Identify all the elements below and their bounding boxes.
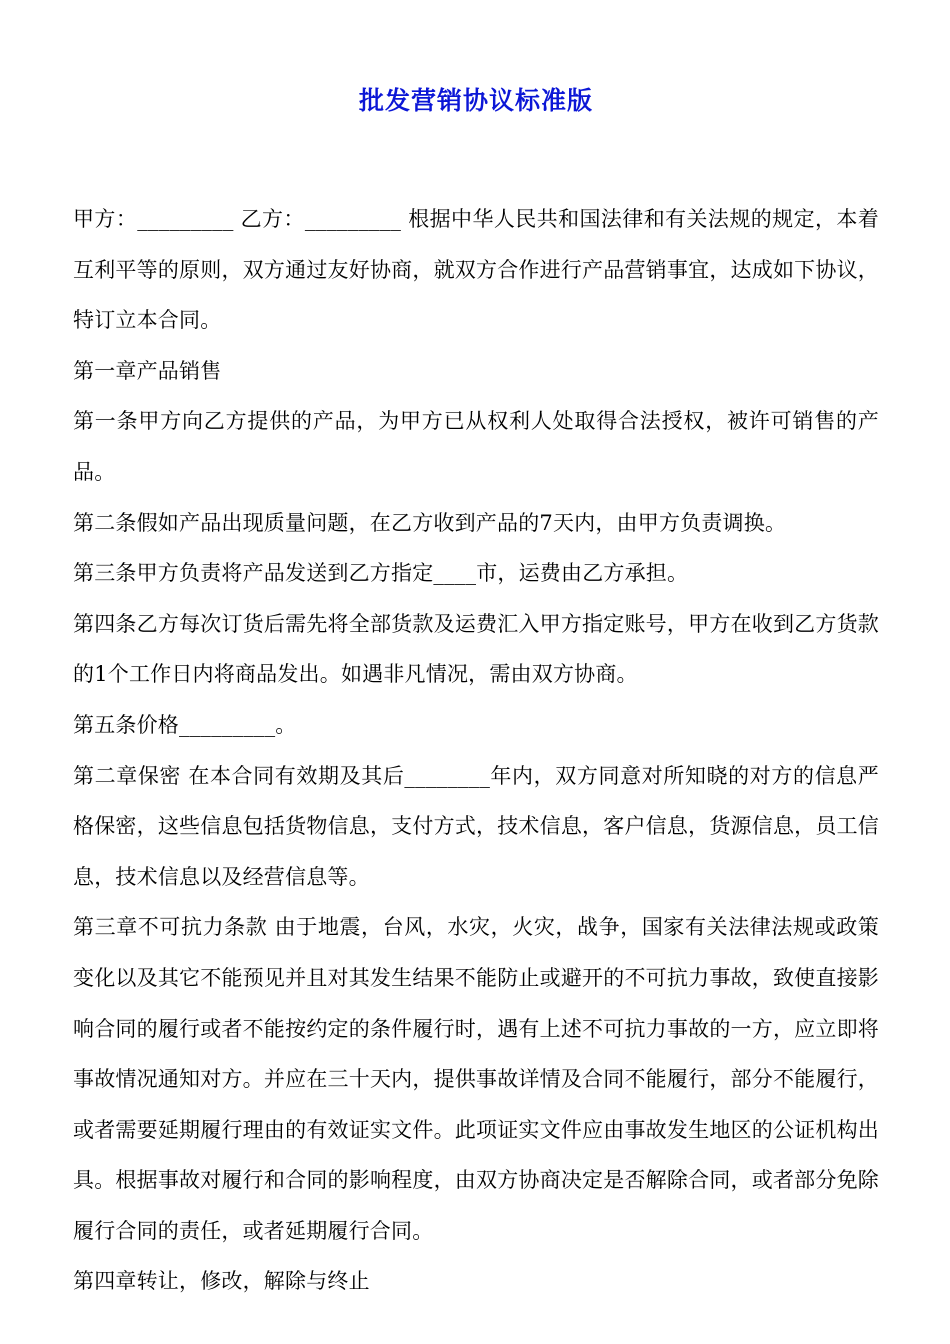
article-1-paragraph: 第一条甲方向乙方提供的产品，为甲方已从权利人处取得合法授权，被许可销售的产品。 [73, 409, 879, 484]
document-page [73, 84, 879, 1307]
chapter-3-force-majeure-paragraph: 第三章不可抗力条款 由于地震，台风，水灾，火灾，战争，国家有关法律法规或政策变化以及其它不能预见并且对其发生结果不能防止或避开的不可抗力事故，致使直接影响合同的履行或者不能按约定的条件履行时，遇有上述不可抗力事故的一方，应立即将事故情况通知对方。并应在三十天内，提供事故详情及合同不能履行，部分不能履行，或者需要延期履行理由的有效证实文件。此项证实文件应由事故发生地区的公证机构出具。根据事故对履行和合同的影响程度，由双方协商决定是否解除合同，或者部分免除履行合同的责任，或者延期履行合同。 [73, 915, 879, 1243]
article-4-paragraph: 第四条乙方每次订货后需先将全部货款及运费汇入甲方指定账号，甲方在收到乙方货款的1个工作日内将商品发出。如遇非凡情况，需由双方协商。 [73, 611, 879, 687]
chapter-4-heading: 第四章转让，修改，解除与终止 [73, 1269, 370, 1294]
chapter-1-heading: 第一章产品销售 [73, 358, 222, 383]
article-2-paragraph: 第二条假如产品出现质量问题，在乙方收到产品的7天内，由甲方负责调换。 [73, 510, 787, 535]
article-5-paragraph: 第五条价格_________。 [73, 712, 297, 737]
document-title: 批发营销协议标准版 [358, 86, 593, 115]
article-3-paragraph: 第三条甲方负责将产品发送到乙方指定____市，运费由乙方承担。 [73, 561, 689, 586]
parties-intro-paragraph: 甲方：_________ 乙方：_________ 根据中华人民共和国法律和有关法规的规定，本着互利平等的原则，双方通过友好协商，就双方合作进行产品营销事宜，达成如下协议，特订立本合同。 [73, 207, 879, 333]
chapter-2-confidentiality-paragraph: 第二章保密 在本合同有效期及其后________年内，双方同意对所知晓的对方的信息严格保密，这些信息包括货物信息，支付方式，技术信息，客户信息，货源信息，员工信息，技术信息以及经营信息等。 [73, 763, 879, 889]
